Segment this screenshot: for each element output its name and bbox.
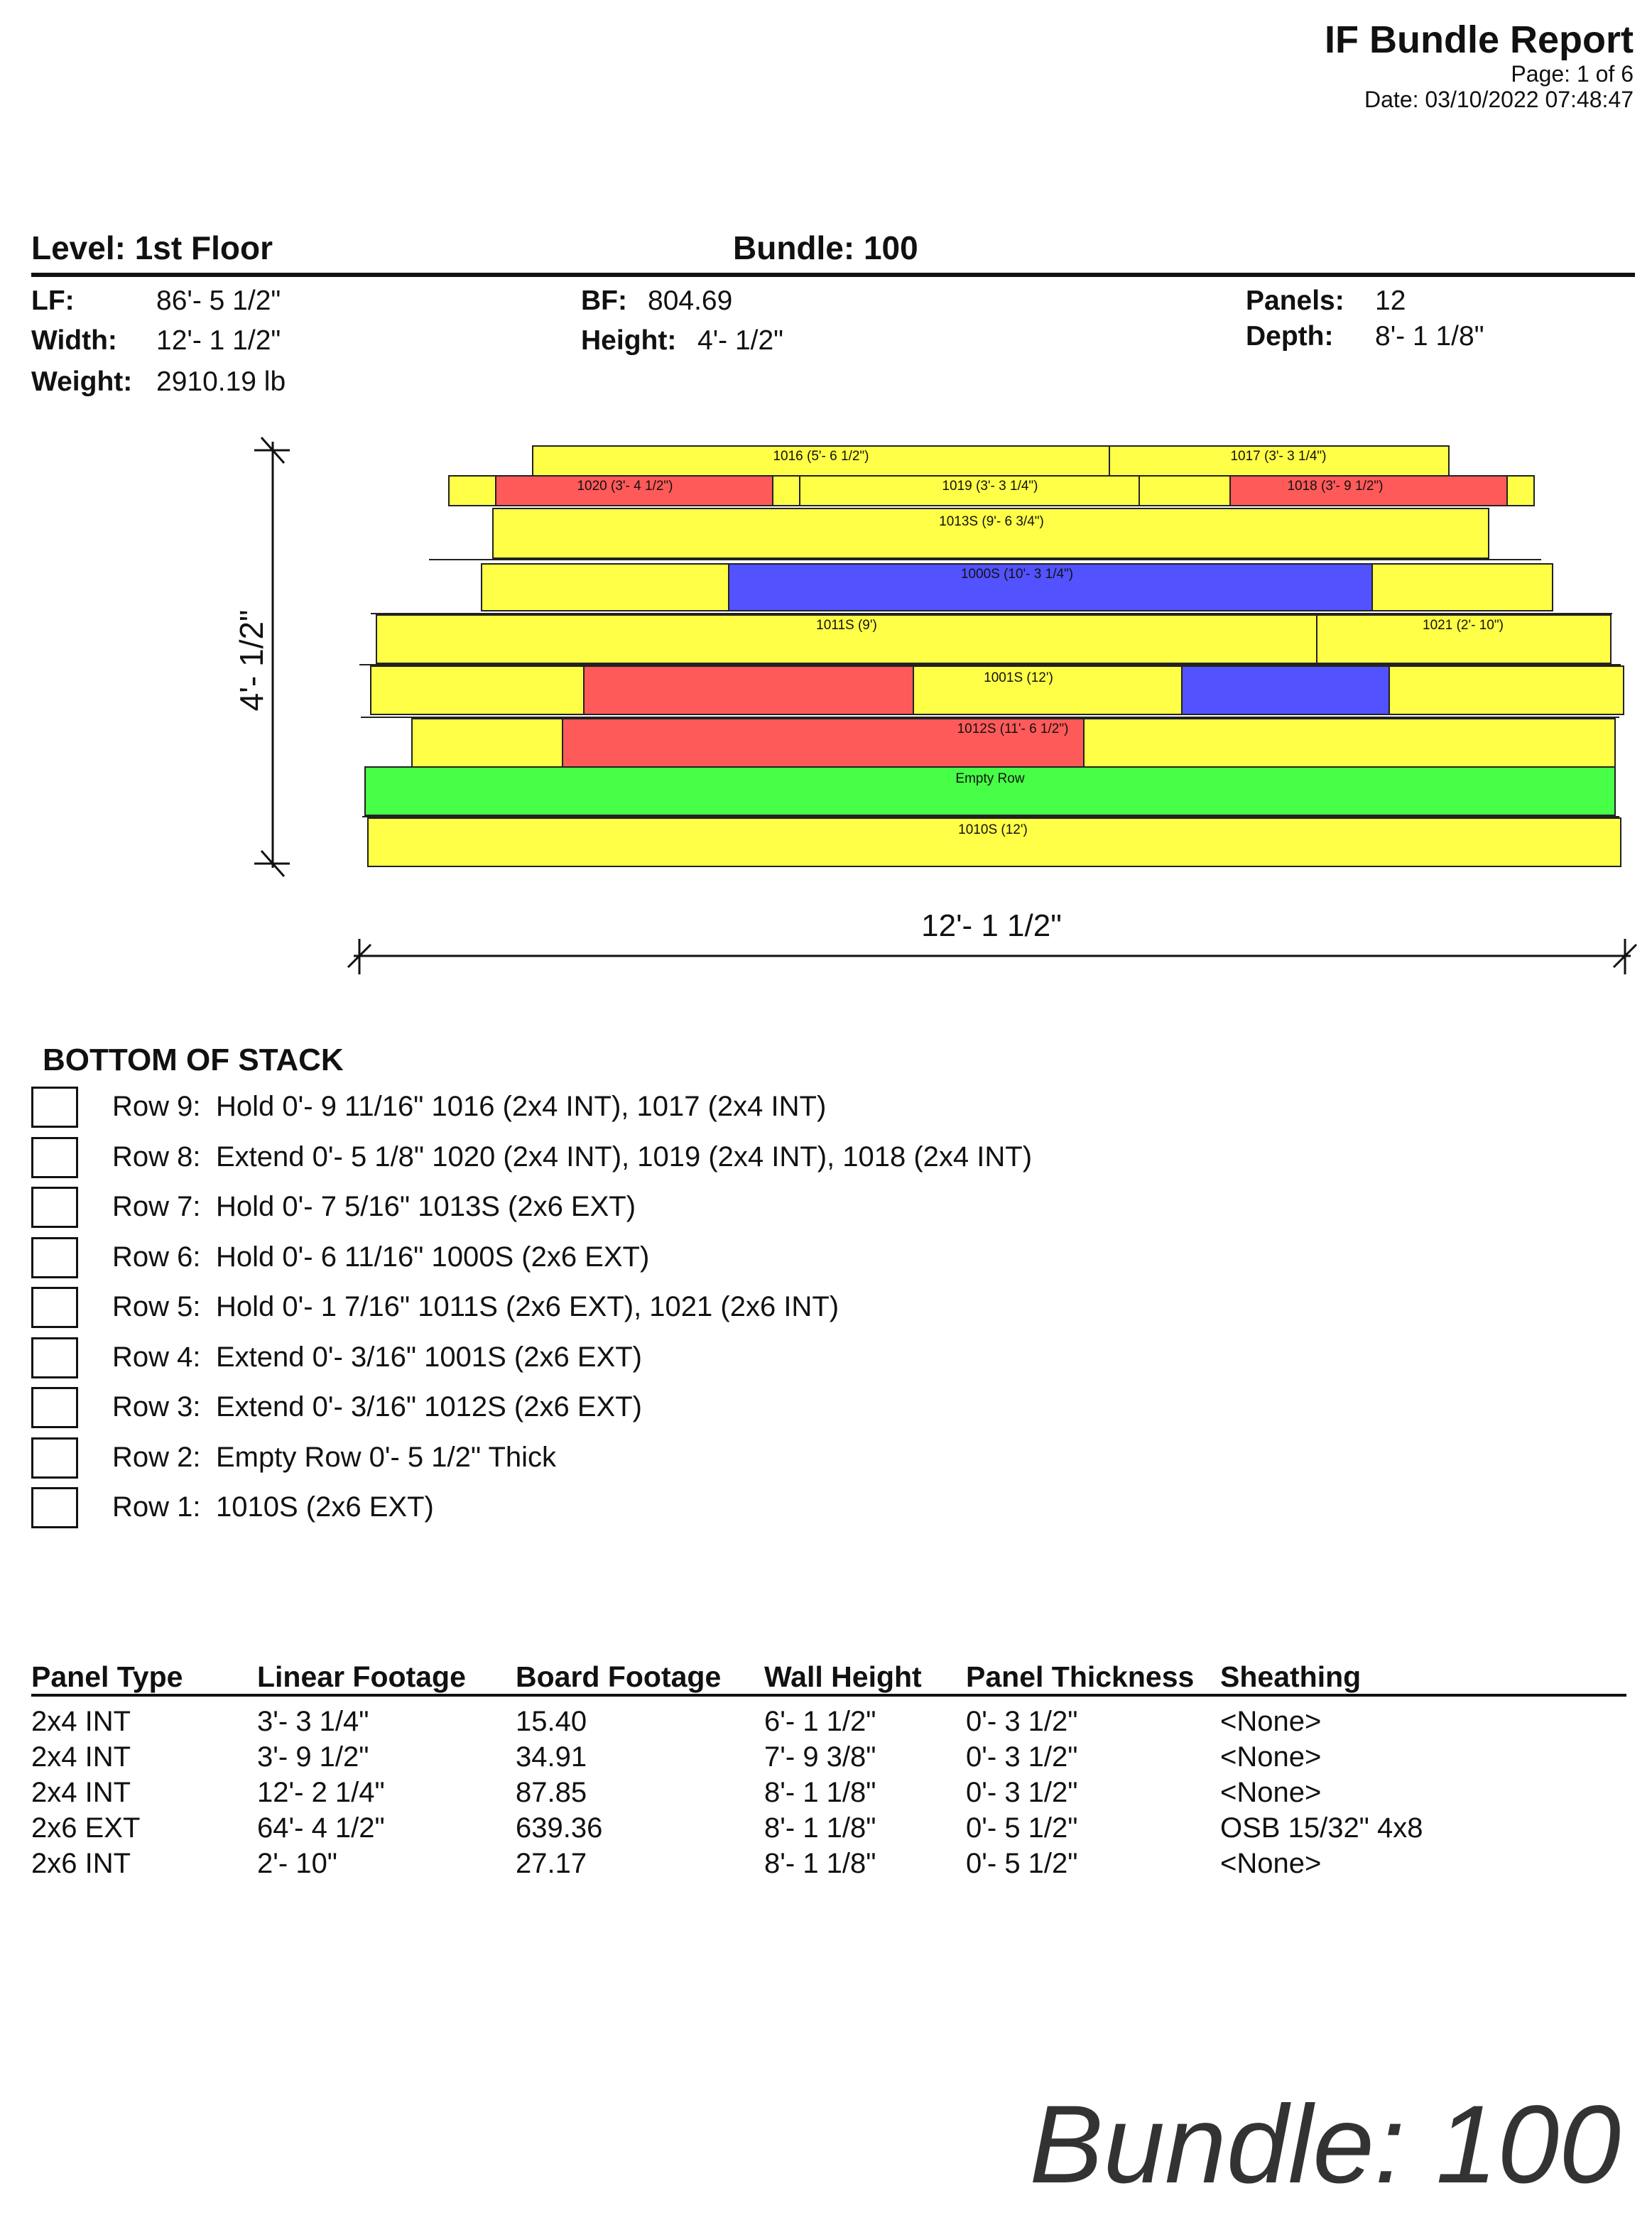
label-1021: 1021 (2'- 10"): [1423, 618, 1504, 633]
row-checkbox[interactable]: [31, 1237, 78, 1278]
width-value: 12'- 1 1/2": [156, 325, 281, 356]
col-header-panel-type: Panel Type: [31, 1660, 183, 1693]
label-1010s: 1010S (12'): [958, 822, 1028, 837]
height-dimension-text: 4'- 1/2": [233, 609, 270, 712]
stack-row-text: Hold 0'- 6 11/16" 1000S (2x6 EXT): [216, 1241, 650, 1273]
table-cell: 8'- 1 1/8": [764, 1777, 876, 1808]
table-cell: OSB 15/32" 4x8: [1220, 1812, 1423, 1844]
row4-blue: [1182, 666, 1389, 714]
table-cell: <None>: [1220, 1706, 1322, 1737]
table-cell: 2'- 10": [257, 1848, 338, 1879]
stack-row-label: Row 9:: [112, 1091, 201, 1122]
row-checkbox[interactable]: [31, 1487, 78, 1528]
stack-row-text: Hold 0'- 7 5/16" 1013S (2x6 EXT): [216, 1191, 636, 1222]
stack-row-label: Row 3:: [112, 1391, 201, 1422]
table-cell: 12'- 2 1/4": [257, 1777, 385, 1808]
col-header-linear-footage: Linear Footage: [257, 1660, 466, 1693]
row-checkbox[interactable]: [31, 1187, 78, 1228]
bundle-stack-diagram: [0, 426, 1652, 994]
col-header-board-footage: Board Footage: [516, 1660, 722, 1693]
label-1017: 1017 (3'- 3 1/4"): [1230, 449, 1327, 464]
stack-row-text: 1010S (2x6 EXT): [216, 1491, 434, 1523]
label-1011s: 1011S (9'): [816, 618, 877, 633]
label-1020: 1020 (3'- 4 1/2"): [577, 479, 673, 494]
stack-row-label: Row 7:: [112, 1191, 201, 1222]
stack-row-label: Row 4:: [112, 1342, 201, 1373]
row-checkbox[interactable]: [31, 1387, 78, 1428]
table-cell: <None>: [1220, 1848, 1322, 1879]
row-checkbox[interactable]: [31, 1337, 78, 1378]
table-header-rule: [31, 1694, 1626, 1697]
width-dimension: [348, 939, 1636, 974]
panels-value: 12: [1375, 285, 1406, 316]
stack-row-label: Row 8:: [112, 1141, 201, 1173]
table-cell: 2x6 INT: [31, 1848, 131, 1879]
stack-row-text: Extend 0'- 3/16" 1012S (2x6 EXT): [216, 1391, 642, 1422]
table-cell: 639.36: [516, 1812, 603, 1844]
table-cell: 27.17: [516, 1848, 587, 1879]
table-cell: 6'- 1 1/2": [764, 1706, 876, 1737]
table-cell: <None>: [1220, 1777, 1322, 1808]
table-cell: 3'- 9 1/2": [257, 1741, 369, 1773]
row4-red: [584, 666, 913, 714]
stack-row-label: Row 1:: [112, 1491, 201, 1523]
width-label: Width:: [31, 325, 117, 356]
label-1019: 1019 (3'- 3 1/4"): [942, 479, 1038, 494]
table-cell: 2x4 INT: [31, 1706, 131, 1737]
report-date: Date: 03/10/2022 07:48:47: [1364, 87, 1634, 112]
table-cell: 8'- 1 1/8": [764, 1812, 876, 1844]
row-checkbox[interactable]: [31, 1137, 78, 1178]
table-cell: 0'- 3 1/2": [966, 1706, 1078, 1737]
table-cell: 2x4 INT: [31, 1777, 131, 1808]
page-info: [1364, 61, 1634, 112]
col-header-sheathing: Sheathing: [1220, 1660, 1362, 1693]
label-1000s: 1000S (10'- 3 1/4"): [960, 567, 1074, 582]
row-checkbox[interactable]: [31, 1287, 78, 1328]
bottom-of-stack-heading: BOTTOM OF STACK: [43, 1043, 344, 1077]
table-cell: 2x6 EXT: [31, 1812, 141, 1844]
level-label: Level: 1st Floor: [31, 229, 273, 266]
table-cell: 8'- 1 1/8": [764, 1848, 876, 1879]
lf-value: 86'- 5 1/2": [156, 285, 281, 316]
table-cell: <None>: [1220, 1741, 1322, 1773]
stack-row-text: Hold 0'- 9 11/16" 1016 (2x4 INT), 1017 (2x4 INT): [216, 1091, 827, 1122]
table-cell: 3'- 3 1/4": [257, 1706, 369, 1737]
stack-row-text: Empty Row 0'- 5 1/2" Thick: [216, 1442, 557, 1473]
label-1012s: 1012S (11'- 6 1/2"): [957, 722, 1069, 736]
label-1001s: 1001S (12'): [984, 670, 1053, 685]
table-cell: 2x4 INT: [31, 1741, 131, 1773]
bf-value: 804.69: [648, 285, 733, 316]
weight-value: 2910.19 lb: [156, 366, 286, 397]
panels-label: Panels:: [1246, 285, 1344, 316]
stack-row-label: Row 5:: [112, 1291, 201, 1322]
stack-row-label: Row 2:: [112, 1442, 201, 1473]
stack-row-text: Hold 0'- 1 7/16" 1011S (2x6 EXT), 1021 (2x6 INT): [216, 1291, 839, 1322]
depth-value: 8'- 1 1/8": [1375, 321, 1484, 352]
table-cell: 0'- 5 1/2": [966, 1848, 1078, 1879]
row-checkbox[interactable]: [31, 1437, 78, 1479]
header-rule: [31, 273, 1635, 277]
col-header-panel-thickness: Panel Thickness: [966, 1660, 1195, 1693]
label-1018: 1018 (3'- 9 1/2"): [1287, 479, 1384, 494]
width-dimension-text: 12'- 1 1/2": [921, 908, 1062, 943]
table-cell: 0'- 3 1/2": [966, 1741, 1078, 1773]
table-cell: 87.85: [516, 1777, 587, 1808]
bundle-watermark: Bundle: 100: [1029, 2083, 1621, 2207]
stack-row-label: Row 6:: [112, 1241, 201, 1273]
weight-label: Weight:: [31, 366, 133, 397]
stack-row-text: Extend 0'- 3/16" 1001S (2x6 EXT): [216, 1342, 642, 1373]
report-title: IF Bundle Report: [1325, 18, 1634, 61]
bundle-label: Bundle: 100: [733, 229, 918, 266]
bf-label: BF:: [581, 285, 627, 316]
table-cell: 34.91: [516, 1741, 587, 1773]
height-label: Height:: [581, 325, 677, 356]
label-1016: 1016 (5'- 6 1/2"): [773, 449, 869, 464]
label-1013s: 1013S (9'- 6 3/4"): [939, 514, 1044, 529]
col-header-wall-height: Wall Height: [764, 1660, 922, 1693]
stack-row-text: Extend 0'- 5 1/8" 1020 (2x4 INT), 1019 (2x4 INT), 1018 (2x4 INT): [216, 1141, 1033, 1173]
row-checkbox[interactable]: [31, 1087, 78, 1128]
table-cell: 64'- 4 1/2": [257, 1812, 385, 1844]
label-empty-row: Empty Row: [955, 771, 1025, 786]
table-cell: 7'- 9 3/8": [764, 1741, 876, 1773]
page-number: Page: 1 of 6: [1511, 61, 1634, 87]
lf-label: LF:: [31, 285, 75, 316]
table-cell: 0'- 3 1/2": [966, 1777, 1078, 1808]
height-value: 4'- 1/2": [697, 325, 784, 356]
table-cell: 0'- 5 1/2": [966, 1812, 1078, 1844]
table-cell: 15.40: [516, 1706, 587, 1737]
depth-label: Depth:: [1246, 321, 1334, 352]
